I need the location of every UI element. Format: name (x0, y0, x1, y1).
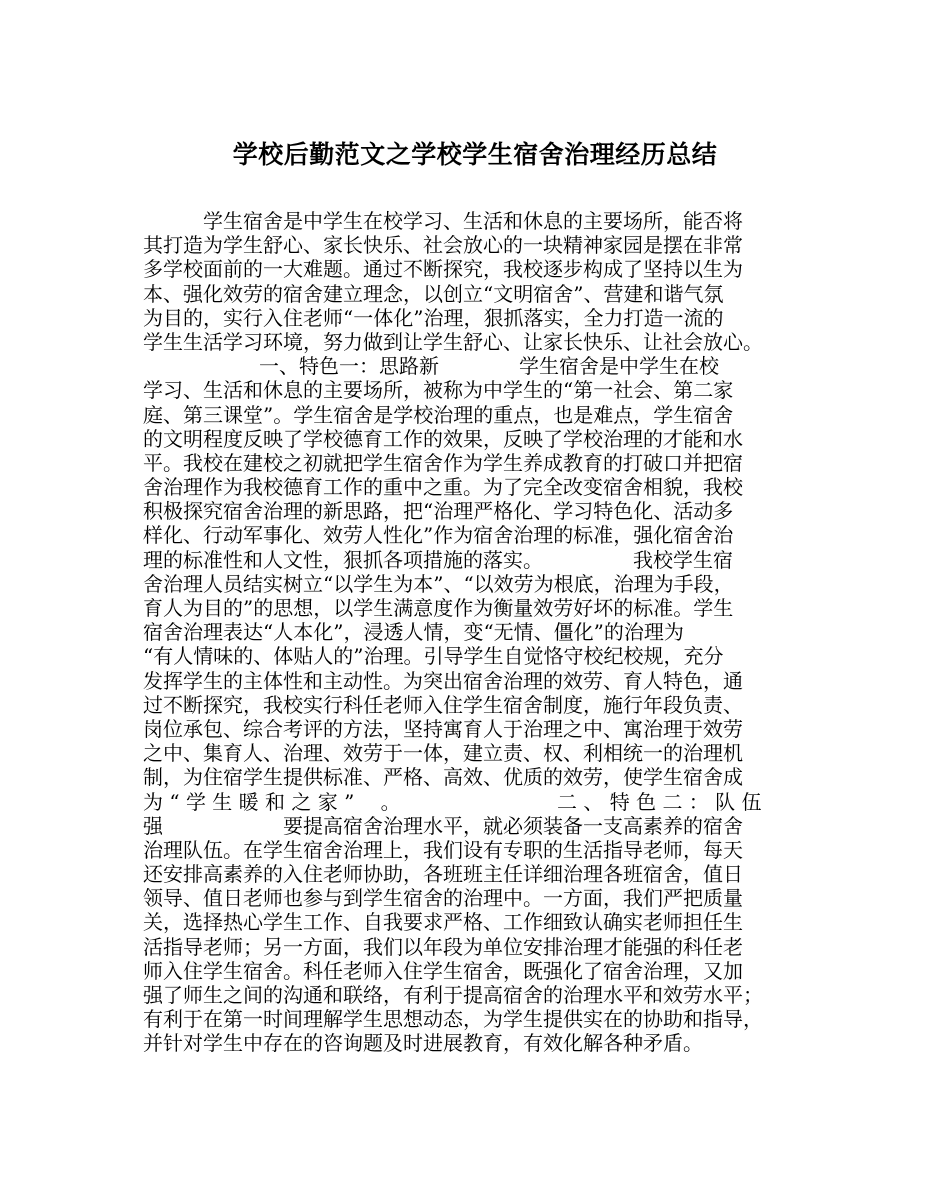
body-text-line: 师入住学生宿舍。科任老师入住学生宿舍，既强化了宿舍治理，又加 (143, 958, 743, 983)
body-text-line: 并针对学生中存在的咨询题及时进展教育，有效化解各种矛盾。 (143, 1031, 703, 1056)
body-text-line: 其打造为学生舒心、家长快乐、社会放心的一块精神家园是摆在非常 (143, 233, 743, 258)
body-text-line: 本、强化效劳的宿舍建立理念，以创立“文明宿舍”、营建和谐气氛 (143, 281, 724, 306)
body-text-line: 舍治理作为我校德育工作的重中之重。为了完全改变宿舍相貌，我校 (143, 475, 743, 500)
document-title: 学校后勤范文之学校学生宿舍治理经历总结 (232, 140, 718, 169)
body-text-line: 为 “ 学 生 暖 和 之 家 ” 。 二 、 特 色 二 ： 队 伍 (143, 789, 762, 814)
body-text-line: 样化、行动军事化、效劳人性化”作为宿舍治理的标准，强化宿舍治 (143, 523, 734, 548)
body-text-line: 宿舍治理表达“人本化”，浸透人情，变“无情、僵化”的治理为 (143, 620, 684, 645)
body-text-line: 发挥学生的主体性和主动性。为突出宿舍治理的效劳、育人特色，通 (143, 668, 743, 693)
body-text-line: 学生生活学习环境，努力做到让学生舒心、让家长快乐、让社会放心。 (143, 329, 763, 354)
body-text-line: 有利于在第一时间理解学生思想动态，为学生提供实在的协助和指导， (143, 1007, 763, 1032)
body-text-line: 治理队伍。在学生宿舍治理上，我们设有专职的生活指导老师，每天 (143, 837, 743, 862)
body-text-line: 的文明程度反映了学校德育工作的效果，反映了学校治理的才能和水 (143, 426, 743, 451)
body-text-line: 学生宿舍是中学生在校学习、生活和休息的主要场所，能否将 (203, 209, 743, 233)
body-text-line: 领导、值日老师也参与到学生宿舍的治理中。一方面，我们严把质量 (143, 886, 743, 911)
body-text-line: 制，为住宿学生提供标准、严格、高效、优质的效劳，使学生宿舍成 (143, 765, 743, 790)
document-body (143, 209, 823, 1056)
body-text-line: 强了师生之间的沟通和联络，有利于提高宿舍的治理水平和效劳水平； (143, 983, 763, 1007)
body-text-line: 一、特色一：思路新 学生宿舍是中学生在校 (259, 354, 719, 379)
body-text-line: 积极探究宿舍治理的新思路，把“治理严格化、学习特色化、活动多 (143, 499, 734, 524)
body-text-line: 岗位承包、综合考评的方法，坚持寓育人于治理之中、寓治理于效劳 (143, 716, 743, 741)
body-text-line: 理的标准性和人文性，狠抓各项措施的落实。 我校学生宿 (143, 547, 733, 572)
body-text-line: 为目的，实行入住老师“一体化”治理，狠抓落实，全力打造一流的 (143, 305, 724, 330)
body-text-line: 强 要提高宿舍治理水平，就必须装备一支高素养的宿舍 (143, 813, 743, 838)
body-text-line: 平。我校在建校之初就把学生宿舍作为学生养成教育的打破口并把宿 (143, 450, 743, 475)
body-text-line: 舍治理人员结实树立“以学生为本”、“以效劳为根底，治理为手段， (143, 571, 734, 596)
body-text-line: 学习、生活和休息的主要场所，被称为中学生的“第一社会、第二家 (143, 378, 734, 403)
body-text-line: 之中、集育人、治理、效劳于一体，建立责、权、利相统一的治理机 (143, 741, 743, 766)
body-text-line: 多学校面前的一大难题。通过不断探究，我校逐步构成了坚持以生为 (143, 257, 743, 282)
body-text-line: 过不断探究，我校实行科任老师入住学生宿舍制度，施行年段负责、 (143, 692, 743, 717)
body-text-line: 还安排高素养的入住老师协助，各班班主任详细治理各班宿舍，值日 (143, 862, 743, 887)
body-text-line: 活指导老师；另一方面，我们以年段为单位安排治理才能强的科任老 (143, 934, 743, 959)
body-text-line: “有人情味的、体贴人的”治理。引导学生自觉恪守校纪校规，充分 (143, 644, 724, 669)
body-text-line: 庭、第三课堂”。学生宿舍是学校治理的重点，也是难点，学生宿舍 (143, 402, 734, 427)
body-text-line: 关，选择热心学生工作、自我要求严格、工作细致认确实老师担任生 (143, 910, 743, 935)
body-text-line: 育人为目的”的思想，以学生满意度作为衡量效劳好坏的标准。学生 (143, 596, 734, 620)
